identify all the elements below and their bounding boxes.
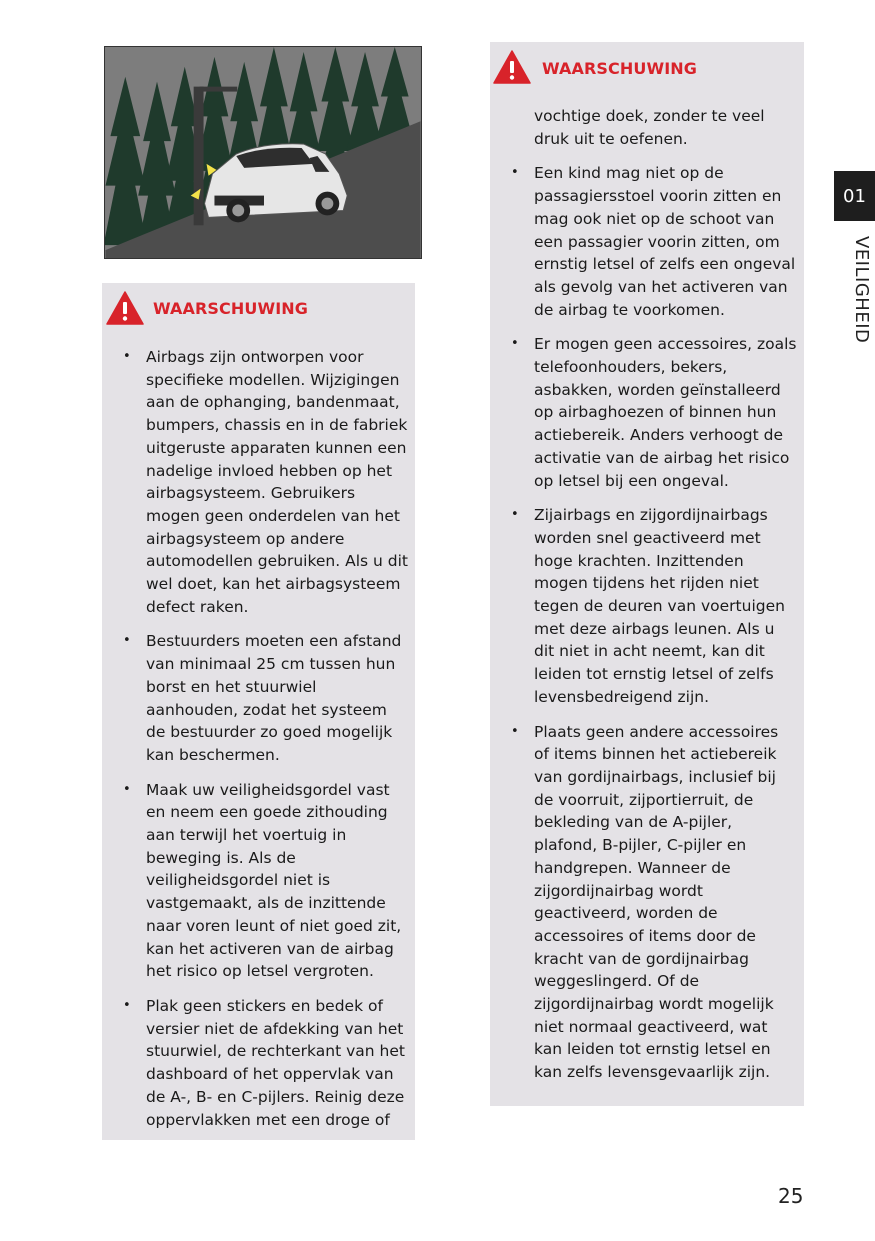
list-item xyxy=(490,504,804,708)
warning-header xyxy=(102,283,415,335)
page-number: 25 xyxy=(778,1184,804,1208)
car-crash-illustration xyxy=(104,46,422,259)
warning-list xyxy=(490,105,804,1096)
list-item xyxy=(102,346,415,618)
bullet-icon: • xyxy=(123,633,131,649)
warning-title: WAARSCHUWING xyxy=(153,299,308,318)
bullet-icon: • xyxy=(123,781,131,797)
list-item xyxy=(102,630,415,766)
list-item-text: Er mogen geen accessoires, zoals telefoonhouders, bekers, asbakken, worden geïnstalleerd op airbaghoezen of binnen hun actiebereik. Anders verhoogt de activatie van de airbag het risico op letsel bij een ongeval. xyxy=(534,335,797,490)
list-item-text: Maak uw veiligheidsgordel vast en neem een goede zithouding aan terwijl het voertuig in beweging is. Als de veiligheidsgordel niet is vastgemaakt, als de inzittende naar voren leunt of niet goed zit, kan het activeren van de airbag het risico op letsel vergroten. xyxy=(146,780,402,981)
list-item-continuation xyxy=(490,105,804,150)
list-item-text: Plaats geen andere accessoires of items binnen het actiebereik van gordijnairbags, inclusief bij de voorruit, zijportierruit, de bekleding van de A-pijler, plafond, B-pijler, C-pijler en handgrepen. Wanneer de zijgordijnairbag wordt geactiveerd, worden de accessoires of items door de kracht van de gordijnairbag weggeslingerd. Of de zijgordijnairbag wordt mogelijk niet normaal geactiveerd, wat kan leiden tot ernstig letsel en kan zelfs levensgevaarlijk zijn. xyxy=(534,722,779,1082)
car-airbag-illustration-icon xyxy=(105,47,421,258)
warning-triangle-icon xyxy=(493,50,531,84)
chapter-label: VEILIGHEID xyxy=(851,236,872,344)
list-item-text: vochtige doek, zonder te veel druk uit te oefenen. xyxy=(534,107,765,148)
bullet-icon: • xyxy=(511,723,519,739)
bullet-icon: • xyxy=(511,336,519,352)
warning-list xyxy=(102,346,415,1143)
list-item xyxy=(490,162,804,321)
list-item-text: Plak geen stickers en bedek of versier niet de afdekking van het stuurwiel, de rechterkant van het dashboard of het oppervlak van de A-, B- en C-pijlers. Reinig deze oppervlakken met een droge of xyxy=(146,996,405,1129)
warning-title: WAARSCHUWING xyxy=(542,59,697,78)
bullet-icon: • xyxy=(123,349,131,364)
warning-header xyxy=(490,42,804,94)
list-item-text: Airbags zijn ontworpen voor specifieke modellen. Wijzigingen aan de ophanging, bandenmaat, bumpers, chassis en in de fabriek uitgeruste apparaten kunnen een nadelige invloed hebben op het airbagsysteem. Gebruikers mogen geen onderdelen van het airbagsysteem op andere automodellen gebruiken. Als u dit wel doet, kan het airbagsysteem defect raken. xyxy=(146,348,408,616)
bullet-icon: • xyxy=(511,507,519,523)
list-item-text: Bestuurders moeten een afstand van minimaal 25 cm tussen hun borst en het stuurwiel aanhouden, zodat het systeem de bestuurder zo goed mogelijk kan beschermen. xyxy=(146,632,402,764)
warning-box-right xyxy=(490,42,804,1106)
list-item xyxy=(102,995,415,1131)
warning-box-left xyxy=(102,283,415,1140)
bullet-icon: • xyxy=(123,997,131,1013)
list-item-text: Een kind mag niet op de passagiersstoel voorin zitten en mag ook niet op de schoot van een passagier voorin zitten, om ernstig letsel of zelfs een ongeval als gevolg van het activeren van de airbag te voorkomen. xyxy=(534,164,796,319)
list-item xyxy=(102,779,415,983)
warning-triangle-icon xyxy=(106,291,144,325)
bullet-icon: • xyxy=(511,165,519,181)
list-item xyxy=(490,721,804,1084)
list-item-text: Zijairbags en zijgordijnairbags worden snel geactiveerd met hoge krachten. Inzittenden mogen tijdens het rijden niet tegen de deuren van voertuigen met deze airbags leunen. Als u dit niet in acht neemt, kan dit leiden tot ernstig letsel of zelfs levensbedreigend zijn. xyxy=(534,506,785,706)
list-item xyxy=(490,333,804,492)
chapter-number-tab: 01 xyxy=(834,171,875,221)
